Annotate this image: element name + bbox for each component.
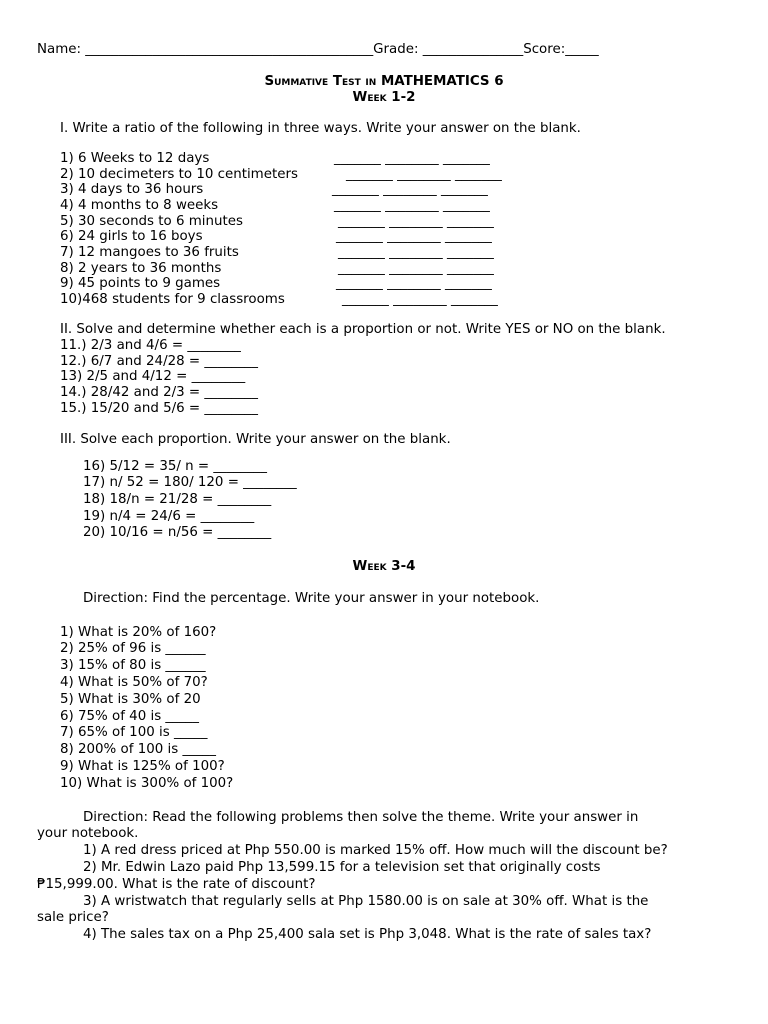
percentage-item: 1) What is 20% of 160? — [60, 625, 217, 640]
part1-blanks: _______ ________ _______ — [338, 245, 494, 260]
part1-blanks: _______ ________ _______ — [332, 182, 488, 197]
name-grade-score-line: Name: ___________________________________________Grade: _______________Score:_____ — [37, 42, 599, 57]
week-3-4-heading: Week 3-4 — [352, 559, 416, 574]
part1-blanks: _______ ________ _______ — [346, 167, 502, 182]
percentage-item: 2) 25% of 96 is ______ — [60, 641, 206, 656]
part1-question: 8) 2 years to 36 months — [60, 261, 222, 276]
part1-blanks: _______ ________ _______ — [336, 276, 492, 291]
part3-instruction: III. Solve each proportion. Write your answer on the blank. — [60, 432, 451, 447]
part1-blanks: _______ ________ _______ — [334, 151, 490, 166]
percentage-item: 4) What is 50% of 70? — [60, 675, 208, 690]
part2-item: 14.) 28/42 and 2/3 = ________ — [60, 385, 258, 400]
part1-question: 5) 30 seconds to 6 minutes — [60, 214, 243, 229]
part1-blanks: _______ ________ _______ — [342, 292, 498, 307]
percentage-item: 9) What is 125% of 100? — [60, 759, 225, 774]
part2-item: 12.) 6/7 and 24/28 = ________ — [60, 354, 258, 369]
part1-question: 3) 4 days to 36 hours — [60, 182, 204, 197]
part3-item: 18) 18/n = 21/28 = ________ — [83, 492, 272, 507]
word-problem-cont: ₱15,999.00. What is the rate of discount? — [37, 877, 316, 892]
percentage-item: 8) 200% of 100 is _____ — [60, 742, 216, 757]
word-problem-cont: sale price? — [37, 910, 109, 925]
part2-item: 15.) 15/20 and 5/6 = ________ — [60, 401, 258, 416]
part1-question: 1) 6 Weeks to 12 days — [60, 151, 210, 166]
part1-question: 9) 45 points to 9 games — [60, 276, 221, 291]
part3-item: 19) n/4 = 24/6 = ________ — [83, 509, 255, 524]
percentage-item: 3) 15% of 80 is ______ — [60, 658, 206, 673]
part1-question: 7) 12 mangoes to 36 fruits — [60, 245, 239, 260]
part1-question: 2) 10 decimeters to 10 centimeters — [60, 167, 298, 182]
word-problem: 3) A wristwatch that regularly sells at Php 1580.00 is on sale at 30% off. What is the — [83, 894, 649, 909]
word-problem: 2) Mr. Edwin Lazo paid Php 13,599.15 for a television set that originally costs — [83, 860, 601, 875]
part1-instruction: I. Write a ratio of the following in three ways. Write your answer on the blank. — [60, 121, 581, 136]
part1-blanks: _______ ________ _______ — [334, 198, 490, 213]
percentage-item: 6) 75% of 40 is _____ — [60, 709, 199, 724]
word-problem-direction: Direction: Read the following problems then solve the theme. Write your answer in — [83, 810, 639, 825]
part1-blanks: _______ ________ _______ — [338, 261, 494, 276]
part2-instruction: II. Solve and determine whether each is a proportion or not. Write YES or NO on the blank. — [60, 322, 666, 337]
word-problem: 4) The sales tax on a Php 25,400 sala set is Php 3,048. What is the rate of sales tax? — [83, 927, 652, 942]
part1-blanks: _______ ________ _______ — [336, 229, 492, 244]
word-problem: 1) A red dress priced at Php 550.00 is marked 15% off. How much will the discount be? — [83, 843, 668, 858]
percentage-direction: Direction: Find the percentage. Write your answer in your notebook. — [83, 591, 540, 606]
part1-question: 6) 24 girls to 16 boys — [60, 229, 203, 244]
percentage-item: 10) What is 300% of 100? — [60, 776, 234, 791]
part1-question: 10)468 students for 9 classrooms — [60, 292, 285, 307]
part2-item: 11.) 2/3 and 4/6 = ________ — [60, 338, 241, 353]
percentage-item: 7) 65% of 100 is _____ — [60, 725, 208, 740]
part3-item: 16) 5/12 = 35/ n = ________ — [83, 459, 267, 474]
part1-question: 4) 4 months to 8 weeks — [60, 198, 219, 213]
week-1-2-heading: Week 1-2 — [352, 90, 416, 105]
part3-item: 17) n/ 52 = 180/ 120 = ________ — [83, 475, 297, 490]
part2-item: 13) 2/5 and 4/12 = ________ — [60, 369, 246, 384]
word-problem-direction-cont: your notebook. — [37, 826, 139, 841]
part3-item: 20) 10/16 = n/56 = ________ — [83, 525, 272, 540]
part1-blanks: _______ ________ _______ — [338, 214, 494, 229]
percentage-item: 5) What is 30% of 20 — [60, 692, 201, 707]
test-title: Summative Test in MATHEMATICS 6 — [264, 74, 504, 89]
